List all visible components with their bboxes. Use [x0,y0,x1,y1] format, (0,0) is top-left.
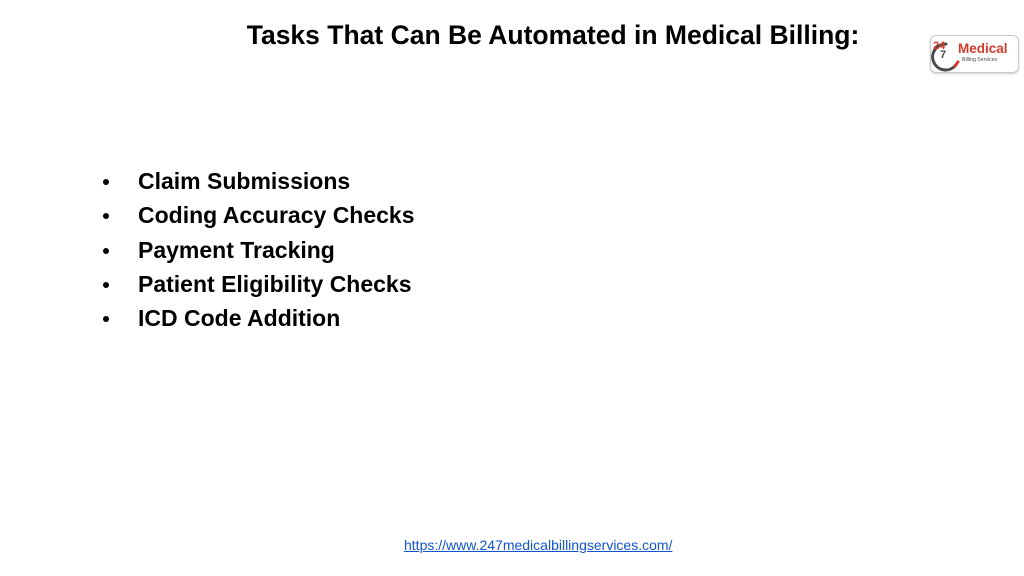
list-item [100,198,415,232]
bullet-dot-icon [103,179,109,185]
bullet-dot-icon [103,213,109,219]
list-item [100,267,415,301]
company-logo [930,35,1019,73]
website-link[interactable]: https://www.247medicalbillingservices.com/ [404,537,673,553]
bullet-dot-icon [103,316,109,322]
logo-mark [931,36,1020,74]
slide-title: Tasks That Can Be Automated in Medical Billing: [246,20,860,50]
logo-swoosh-tip-icon [955,62,958,66]
bullet-dot-icon [103,248,109,254]
task-list [100,164,415,335]
logo-tagline: Billing Services [962,57,998,63]
list-item-label: Claim Submissions [138,168,351,194]
bullet-dot-icon [103,282,109,288]
logo-name: Medical [958,41,1008,56]
list-item-label: Patient Eligibility Checks [138,270,412,297]
list-item-label: ICD Code Addition [138,305,341,332]
logo-number-bottom: 7 [940,49,947,61]
list-item [100,233,415,267]
list-item [100,164,415,198]
logo-number-top: 24 [933,40,946,52]
list-item [100,301,415,335]
list-item-label: Coding Accuracy Checks [138,202,415,229]
list-item-label: Payment Tracking [138,236,335,263]
